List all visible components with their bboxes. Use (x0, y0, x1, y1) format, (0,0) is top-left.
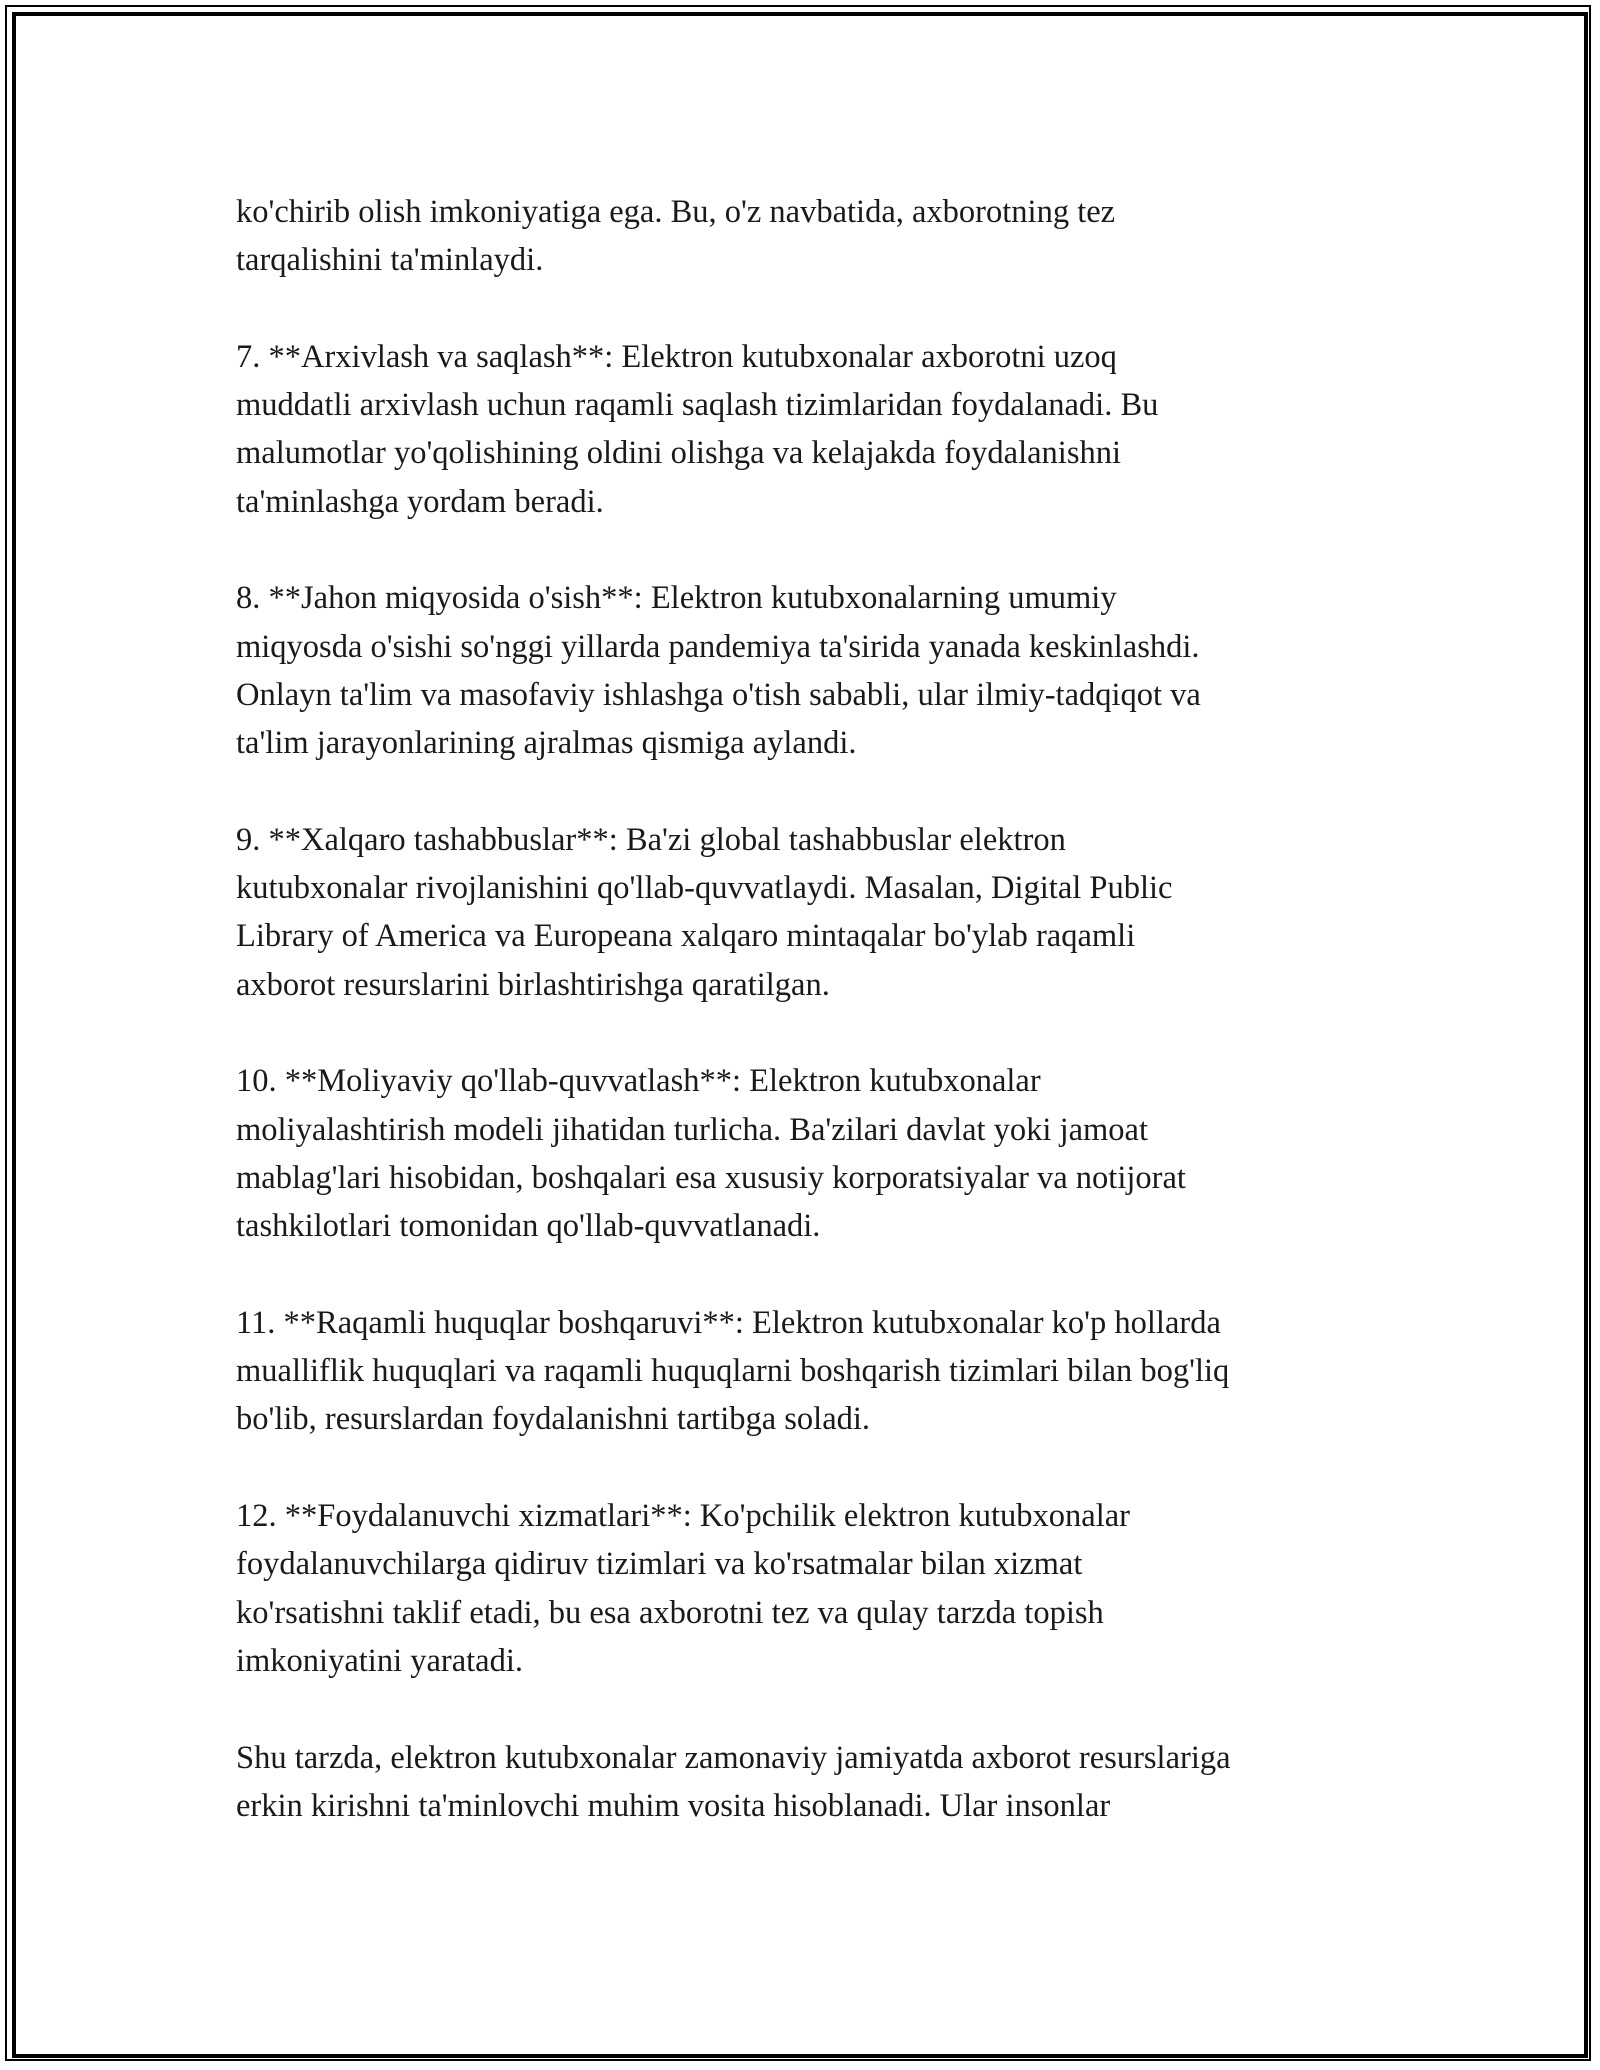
text-line: erkin kirishni ta'minlovchi muhim vosita hisoblanadi. Ular insonlar (236, 1787, 1111, 1824)
text-line: 9. **Xalqaro tashabbuslar**: Ba'zi global tashabbuslar elektron (236, 821, 1066, 858)
paragraph (236, 1734, 1386, 1831)
text-line: bo'lib, resurslardan foydalanishni tartibga soladi. (236, 1401, 871, 1438)
paragraph (236, 188, 1386, 285)
text-line: kutubxonalar rivojlanishini qo'llab-quvvatlaydi. Masalan, Digital Public (236, 870, 1173, 907)
text-line: Library of America va Europeana xalqaro mintaqalar bo'ylab raqamli (236, 918, 1136, 955)
paragraph (236, 1492, 1386, 1685)
text-line: 11. **Raqamli huquqlar boshqaruvi**: Elektron kutubxonalar ko'p hollarda (236, 1304, 1221, 1341)
text-line: mablag'lari hisobidan, boshqalari esa xususiy korporatsiyalar va notijorat (236, 1159, 1186, 1196)
text-line: moliyalashtirish modeli jihatidan turlicha. Ba'zilari davlat yoki jamoat (236, 1111, 1149, 1148)
paragraph (236, 1057, 1386, 1250)
text-line: ta'minlashga yordam beradi. (236, 483, 604, 520)
paragraph (236, 574, 1386, 767)
text-line: Onlayn ta'lim va masofaviy ishlashga o'tish sababli, ular ilmiy-tadqiqot va (236, 676, 1201, 713)
text-line: imkoniyatini yaratadi. (236, 1642, 524, 1679)
text-line: ta'lim jarayonlarining ajralmas qismiga aylandi. (236, 725, 857, 762)
text-line: 8. **Jahon miqyosida o'sish**: Elektron kutubxonalarning umumiy (236, 580, 1117, 617)
paragraph (236, 333, 1386, 526)
text-line: 10. **Moliyaviy qo'llab-quvvatlash**: Elektron kutubxonalar (236, 1063, 1041, 1100)
text-line: malumotlar yo'qolishining oldini olishga va kelajakda foydalanishni (236, 435, 1122, 472)
text-line: tarqalishini ta'minlaydi. (236, 242, 544, 279)
document-body (236, 188, 1386, 1878)
paragraph (236, 816, 1386, 1009)
text-line: mualliflik huquqlari va raqamli huquqlarni boshqarish tizimlari bilan bog'liq (236, 1353, 1230, 1390)
paragraph (236, 1299, 1386, 1444)
text-line: tashkilotlari tomonidan qo'llab-quvvatlanadi. (236, 1208, 821, 1245)
text-line: foydalanuvchilarga qidiruv tizimlari va ko'rsatmalar bilan xizmat (236, 1546, 1083, 1583)
text-line: ko'rsatishni taklif etadi, bu esa axborotni tez va qulay tarzda topish (236, 1594, 1104, 1631)
text-line: Shu tarzda, elektron kutubxonalar zamonaviy jamiyatda axborot resurslariga (236, 1739, 1231, 1776)
text-line: miqyosda o'sishi so'nggi yillarda pandemiya ta'sirida yanada keskinlashdi. (236, 628, 1200, 665)
text-line: 7. **Arxivlash va saqlash**: Elektron kutubxonalar axborotni uzoq (236, 338, 1117, 375)
text-line: muddatli arxivlash uchun raqamli saqlash tizimlaridan foydalanadi. Bu (236, 387, 1159, 424)
text-line: ko'chirib olish imkoniyatiga ega. Bu, o'z navbatida, axborotning tez (236, 194, 1116, 230)
text-line: axborot resurslarini birlashtirishga qaratilgan. (236, 966, 830, 1003)
text-line: 12. **Foydalanuvchi xizmatlari**: Ko'pchilik elektron kutubxonalar (236, 1498, 1130, 1535)
